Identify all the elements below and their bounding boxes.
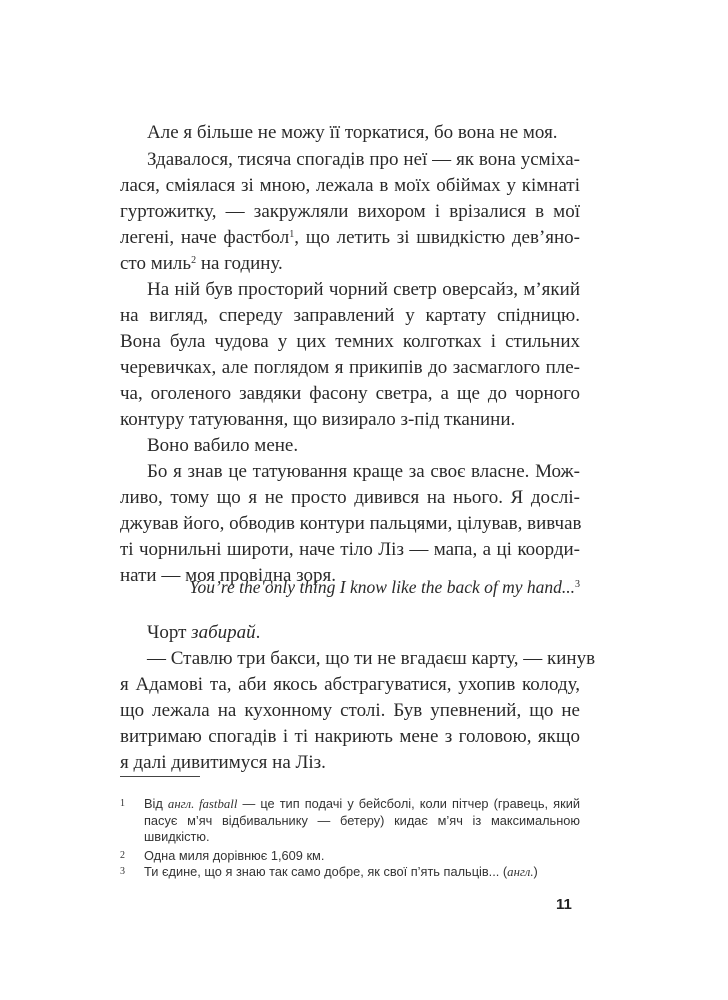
paragraph-line xyxy=(120,251,580,277)
paragraph-line: Вона була чудова у цих темних колготках і стильних xyxy=(120,331,580,352)
paragraph-line: ті чорнильні широти, наче тіло Ліз — мапа, а ці коорди- xyxy=(120,539,580,560)
footnote-text xyxy=(144,796,580,846)
text-segment: ) xyxy=(533,864,538,879)
text-segment: сто миль xyxy=(120,253,192,274)
paragraph-line: ча, оголеного завдяки фасону светра, а ще до чорного xyxy=(120,383,580,404)
footnote-text: Одна миля дорівнює 1,609 км. xyxy=(144,848,325,863)
paragraph-line: гуртожитку, — закружляли вихором і врізалися в мої xyxy=(120,201,580,222)
page-number: 11 xyxy=(556,896,572,913)
text-segment: — це тип подачі у бейсболі, коли пітчер (гравець, який пасує м’яч відбивальнику — бетеру) кидає м’яч із максимальною швидкістю. xyxy=(144,796,580,844)
text-segment: Чорт xyxy=(147,622,192,643)
text-segment: Ти єдине, що я знаю так само добре, як свої п’ять пальців... ( xyxy=(144,864,508,879)
epigraph xyxy=(147,577,580,598)
footnote-number: 1 xyxy=(120,798,125,809)
paragraph-line: контуру татуювання, що визирало з-під тканини. xyxy=(120,409,516,430)
footnote-text xyxy=(144,864,580,881)
footnote-number: 3 xyxy=(120,866,125,877)
italic-segment: англ. fastball xyxy=(167,797,238,811)
epigraph-text: You’re the only thing I know like the back of my hand... xyxy=(189,577,575,597)
text-segment: Від xyxy=(144,796,168,811)
paragraph-line: що лежала на кухонному столі. Був упевнений, що не xyxy=(120,700,580,721)
paragraph-line: нати — моя провідна зоря. xyxy=(120,565,337,586)
paragraph-line: На ній був просторий чорний светр оверсайз, м’який xyxy=(147,279,580,300)
footnote-1 xyxy=(120,796,580,846)
italic-word: забирай xyxy=(191,622,256,643)
paragraph-line: Здавалося, тисяча спогадів про неї — як вона усміха- xyxy=(147,149,580,170)
paragraph-line: я Адамові та, аби якось абстрагуватися, ухопив колоду, xyxy=(120,674,580,695)
paragraph-line: ливо, тому що я не просто дивився на нього. Я дослі- xyxy=(120,487,580,508)
footnote-mark: 3 xyxy=(575,579,580,590)
footnote-3 xyxy=(120,864,580,881)
paragraph-line: я далі дивитимуся на Ліз. xyxy=(120,752,326,773)
paragraph-line: Воно вабило мене. xyxy=(147,435,299,456)
paragraph-line: Бо я знав це татуювання краще за своє власне. Мож- xyxy=(147,461,580,482)
paragraph-line: — Ставлю три бакси, що ти не вгадаєш карту, — кинув xyxy=(147,648,596,669)
paragraph-line: черевичках, але поглядом я прикипів до засмаглого пле- xyxy=(120,357,580,378)
footnote-number: 2 xyxy=(120,850,125,861)
paragraph-line xyxy=(147,620,580,646)
text-segment: . xyxy=(255,622,261,643)
italic-segment: англ. xyxy=(507,865,534,879)
footnote-mark: 1 xyxy=(289,229,295,240)
text-segment: легені, наче фастбол xyxy=(120,227,290,248)
paragraph-line: витримаю спогадів і ті накриють мене з головою, якщо xyxy=(120,726,580,747)
text-segment: , що летить зі швидкістю дев’яно- xyxy=(294,227,581,248)
paragraph-line: джував його, обводив контури пальцями, цілував, вивчав xyxy=(120,513,582,534)
footnote-2 xyxy=(120,848,580,865)
footnote-divider xyxy=(120,776,200,777)
paragraph-line: Але я більше не можу її торкатися, бо вона не моя. xyxy=(147,122,558,143)
footnote-mark: 2 xyxy=(191,255,197,266)
paragraph-line: лася, сміялася зі мною, лежала в моїх обіймах у кімнаті xyxy=(120,175,580,196)
text-segment: на годину. xyxy=(196,253,283,274)
paragraph-line xyxy=(120,225,580,251)
paragraph-line: на вигляд, спереду заправлений у картату спідницю. xyxy=(120,305,580,326)
